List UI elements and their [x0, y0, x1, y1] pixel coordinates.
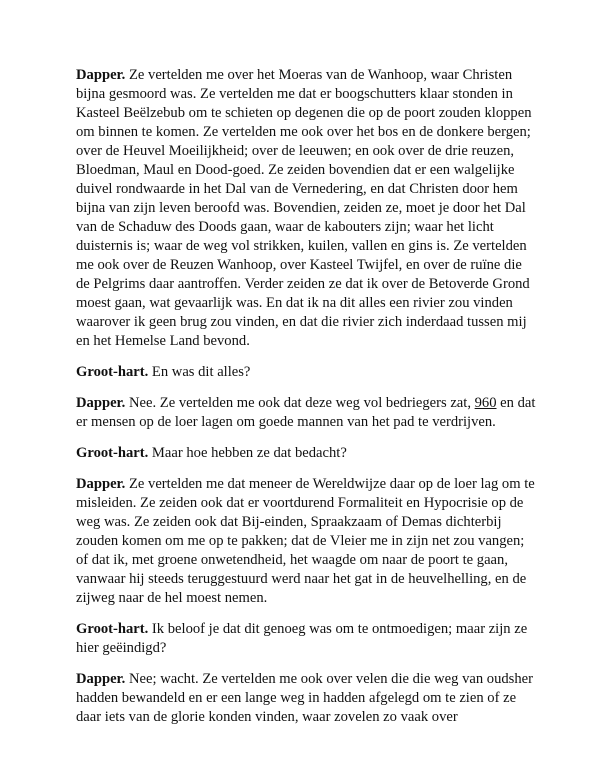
paragraph-1	[76, 66, 536, 351]
page-reference-link[interactable]: 960	[474, 395, 497, 411]
paragraph-6	[76, 620, 536, 658]
speaker-name: Groot-hart.	[76, 445, 149, 461]
paragraph-3	[76, 394, 536, 432]
paragraph-text: Ik beloof je dat dit genoeg was om te ontmoedigen; maar zijn ze hier geëindigd?	[76, 621, 528, 656]
paragraph-4	[76, 444, 536, 463]
paragraph-text: Nee; wacht. Ze vertelden me ook over velen die die weg van oudsher hadden bewandeld en er een lange weg in hadden afgelegd om te zien of ze daar iets van de glorie konden vinden, waar zovelen zo vaak over	[76, 671, 533, 725]
speaker-name: Dapper.	[76, 671, 126, 687]
paragraph-7	[76, 670, 536, 727]
speaker-name: Dapper.	[76, 395, 126, 411]
speaker-name: Dapper.	[76, 67, 126, 83]
paragraph-text: Nee. Ze vertelden me ook dat deze weg vol bedriegers zat,	[125, 395, 475, 411]
document-page	[76, 66, 536, 739]
paragraph-2	[76, 363, 536, 382]
paragraph-text: Maar hoe hebben ze dat bedacht?	[148, 445, 347, 461]
paragraph-text: En was dit alles?	[148, 364, 251, 380]
paragraph-5	[76, 475, 536, 608]
speaker-name: Dapper.	[76, 476, 126, 492]
speaker-name: Groot-hart.	[76, 364, 149, 380]
paragraph-text-continued: en dat er mensen op de loer lagen om goede mannen van het pad te verdrijven.	[76, 395, 536, 430]
speaker-name: Groot-hart.	[76, 621, 149, 637]
paragraph-text: Ze vertelden me dat meneer de Wereldwijze daar op de loer lag om te misleiden. Ze zeiden ook dat er voortdurend Formaliteit en Hypocrisie op de weg was. Ze zeiden ook dat Bij-einden, Spraakzaam of Demas dichterbij zouden komen om me op te pakken; dat de Vleier me in zijn net zou vangen; of dat ik, met groene onwetendheid, het waagde om naar de poort te gaan, vanwaar hij steeds teruggestuurd werd naar het gat in de heuvelhelling, en de zijweg naar de hel moest nemen.	[76, 476, 535, 606]
paragraph-text: Ze vertelden me over het Moeras van de Wanhoop, waar Christen bijna gesmoord was. Ze vertelden me dat er boogschutters klaar stonden in Kasteel Beëlzebub om te schieten op degenen die op de poort zouden kloppen om binnen te komen. Ze vertelden me ook over het bos en de donkere bergen; over de Heuvel Moeilijkheid; over de leeuwen; en ook over de drie reuzen, Bloedman, Maul en Dood-goed. Ze zeiden bovendien dat er een walgelijke duivel rondwaarde in het Dal van de Vernedering, en dat Christen door hem bijna van zijn leven beroofd was. Bovendien, zeiden ze, moet je door het Dal van de Schaduw des Doods gaan, waar de kabouters zijn; waar het licht duisternis is; waar de weg vol strikken, kuilen, vallen en gins is. Ze vertelden me ook over de Reuzen Wanhoop, over Kasteel Twijfel, en over de ruïne die de Pelgrims daar aantroffen. Verder zeiden ze dat ik over de Betoverde Grond moest gaan, wat gevaarlijk was. En dat ik na dit alles een rivier zou vinden waarover ik geen brug zou vinden, en dat die rivier zich inderdaad tussen mij en het Hemelse Land bevond.	[76, 67, 532, 349]
